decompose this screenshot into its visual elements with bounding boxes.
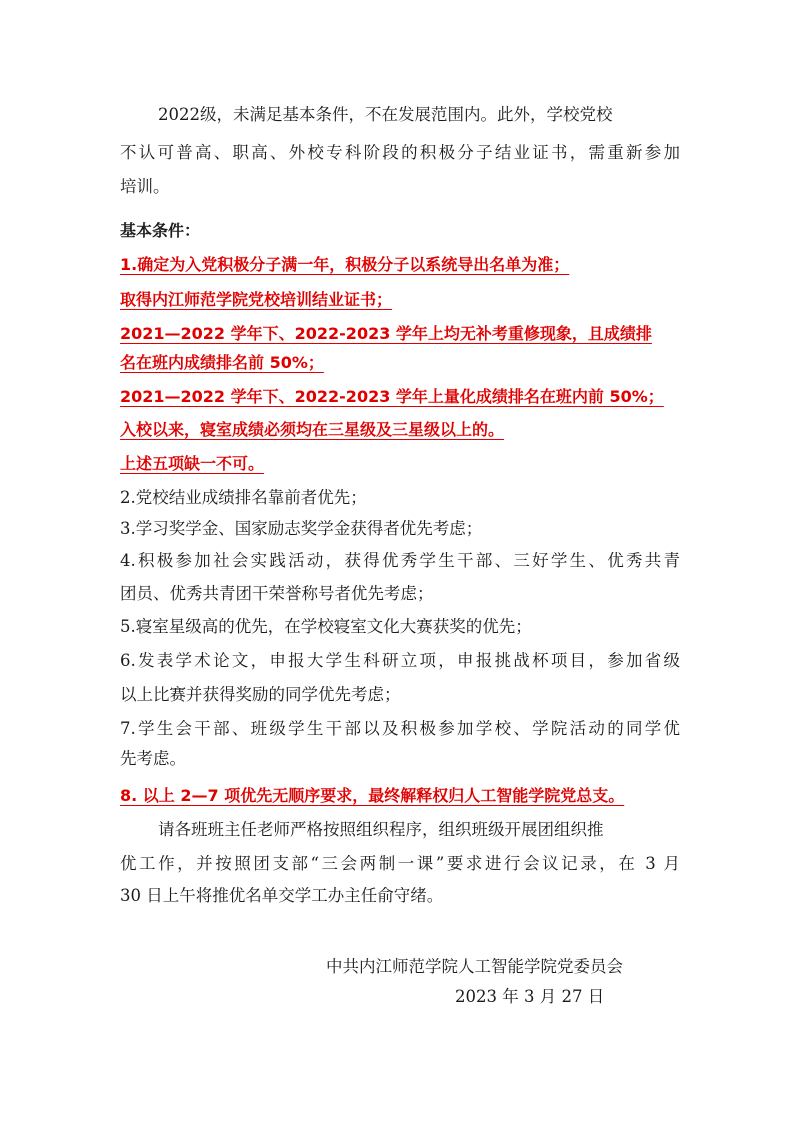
condition-text: 名在班内成绩排名前 50%； <box>120 353 324 372</box>
signature-date: 2023 年 3 月 27 日 <box>455 987 605 1006</box>
priority-item-6-line-1: 6.发表学术论文，申报大学生科研立项，申报挑战杯项目，参加省级 <box>120 651 680 670</box>
priority-item-2: 2.党校结业成绩排名靠前者优先； <box>120 488 367 507</box>
condition-item <box>120 254 680 276</box>
priority-item-7-line-1: 7.学生会干部、班级学生干部以及积极参加学校、学院活动的同学优 <box>120 719 680 738</box>
condition-item <box>120 419 680 441</box>
priority-item-6-line-2: 以上比赛并获得奖励的同学优先考虑； <box>120 685 401 704</box>
condition-item <box>120 352 680 374</box>
closing-line-1: 请各班班主任老师严格按照组织程序，组织班级开展团组织推 <box>158 820 604 839</box>
condition-text: 入校以来，寝室成绩必须均在三星级及三星级以上的。 <box>120 420 505 439</box>
priority-item-4-line-1: 4.积极参加社会实践活动，获得优秀学生干部、三好学生、优秀共青 <box>120 551 680 570</box>
condition-item <box>120 289 680 311</box>
condition-item <box>120 453 680 475</box>
condition-item <box>120 323 680 345</box>
intro-line-3: 培训。 <box>120 177 170 196</box>
closing-line-2: 优工作，并按照团支部“三会两制一课”要求进行会议记录，在 3 月 <box>120 854 680 873</box>
basic-conditions-heading: 基本条件： <box>120 221 201 240</box>
closing-line-3: 30 日上午将推优名单交学工办主任俞守绪。 <box>120 886 444 905</box>
priority-item-7-line-2: 先考虑。 <box>120 749 186 768</box>
priority-item-8-text: 8. 以上 2—7 项优先无顺序要求，最终解释权归人工智能学院党总支。 <box>120 786 625 805</box>
condition-text: 1.确定为入党积极分子满一年，积极分子以系统导出名单为准； <box>120 255 570 274</box>
intro-line-1: 2022级，未满足基本条件，不在发展范围内。此外，学校党校 <box>158 105 613 124</box>
condition-item <box>120 386 680 408</box>
condition-text: 2021—2022 学年下、2022-2023 学年上均无补考重修现象，且成绩排 <box>120 324 652 343</box>
signature-organization: 中共内江师范学院人工智能学院党委员会 <box>326 957 623 976</box>
condition-text: 上述五项缺一不可。 <box>120 454 265 473</box>
condition-text: 2021—2022 学年下、2022-2023 学年上量化成绩排名在班内前 50%； <box>120 387 664 406</box>
priority-item-3: 3.学习奖学金、国家励志奖学金获得者优先考虑； <box>120 519 483 538</box>
intro-line-2: 不认可普高、职高、外校专科阶段的积极分子结业证书，需重新参加 <box>120 143 680 162</box>
priority-item-8 <box>120 785 680 807</box>
priority-item-5: 5.寝室星级高的优先，在学校寝室文化大赛获奖的优先； <box>120 617 532 636</box>
condition-text: 取得内江师范学院党校培训结业证书； <box>120 290 393 309</box>
priority-item-4-line-2: 团员、优秀共青团干荣誉称号者优先考虑； <box>120 584 434 603</box>
